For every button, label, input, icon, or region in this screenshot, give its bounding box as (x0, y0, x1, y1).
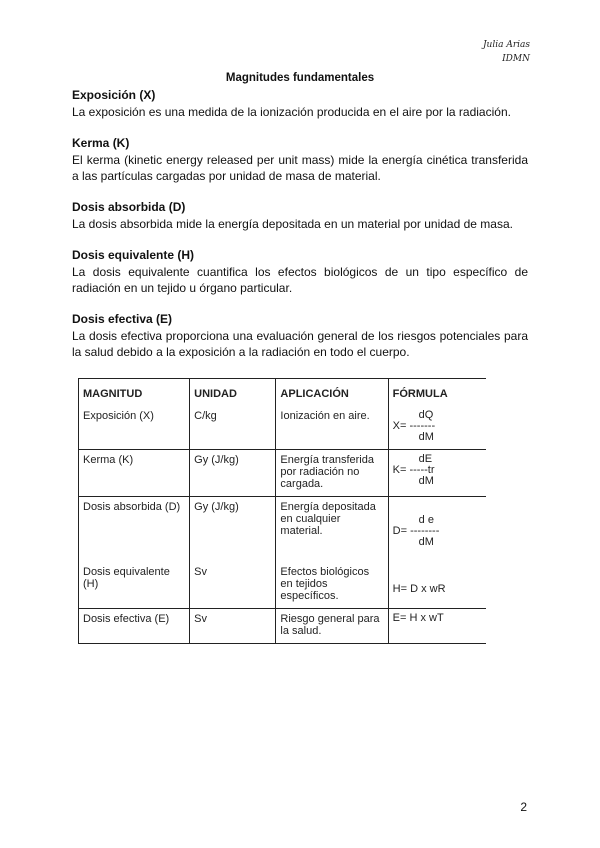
header-formula: FÓRMULA (388, 379, 486, 407)
section-text: La dosis absorbida mide la energía depositada en un material por unidad de masa. (72, 217, 513, 231)
page-title: Magnitudes fundamentales (225, 72, 375, 84)
section-text: La dosis equivalente cuantifica los efectos biológicos de un tipo específico de radiación en un tejido u órgano particular. (72, 265, 528, 295)
cell-aplicacion: Ionización en aire. (276, 406, 388, 450)
section-heading: Exposición (X) (72, 88, 156, 102)
sections (72, 88, 528, 376)
header-unidad: UNIDAD (190, 379, 276, 407)
page-number: 2 (520, 800, 527, 814)
cell-magnitud: Kerma (K) (79, 450, 190, 497)
section-exposicion (72, 88, 528, 120)
formula-denominator: dM (418, 431, 434, 443)
formula-numerator: d e (418, 514, 434, 526)
table-row (79, 450, 487, 497)
cell-unidad: C/kg (190, 406, 276, 450)
formula-numerator: dE (418, 453, 433, 465)
table-header-row (79, 379, 487, 407)
cell-aplicacion: Efectos biológicos en tejidos específicos. (276, 554, 388, 609)
cell-magnitud: Dosis absorbida (D) (79, 497, 190, 555)
table-row (79, 554, 487, 609)
formula-main: H= D x wR (392, 583, 446, 595)
cell-magnitud: Exposición (X) (79, 406, 190, 450)
cell-aplicacion: Riesgo general para la salud. (276, 609, 388, 644)
section-text: La dosis efectiva proporciona una evaluación general de los riesgos potenciales para la salud debido a la exposición a la radiación en todo el cuerpo. (72, 329, 528, 359)
cell-unidad: Sv (190, 609, 276, 644)
cell-unidad: Sv (190, 554, 276, 609)
cell-formula (388, 609, 486, 644)
section-heading: Kerma (K) (72, 136, 130, 150)
section-heading: Dosis efectiva (E) (72, 312, 173, 326)
author-note (483, 38, 530, 66)
cell-formula (388, 406, 486, 450)
section-dosis-efectiva (72, 312, 528, 360)
section-text: El kerma (kinetic energy released per unit mass) mide la energía cinética transferida a las partículas cargadas por unidad de masa de material. (72, 153, 528, 183)
section-dosis-equivalente (72, 248, 528, 296)
header-aplicacion: APLICACIÓN (276, 379, 388, 407)
section-kerma (72, 136, 528, 184)
section-heading: Dosis absorbida (D) (72, 200, 186, 214)
author-org: IDMN (502, 54, 530, 64)
cell-unidad: Gy (J/kg) (190, 497, 276, 555)
cell-formula (388, 450, 486, 497)
author-name: Julia Arias (482, 40, 530, 50)
cell-unidad: Gy (J/kg) (190, 450, 276, 497)
cell-magnitud: Dosis efectiva (E) (79, 609, 190, 644)
formula-main: D= -------- (392, 525, 440, 537)
cell-aplicacion: Energía depositada en cualquier material. (276, 497, 388, 555)
cell-aplicacion: Energía transferida por radiación no cargada. (276, 450, 388, 497)
table-row (79, 406, 487, 450)
formula-main: E= H x wT (392, 612, 444, 624)
table-row (79, 497, 487, 555)
formula-main: K= -----tr (392, 464, 435, 476)
formula-numerator: dQ (418, 409, 434, 421)
header-magnitud: MAGNITUD (79, 379, 190, 407)
formula-main: X= ------- (392, 420, 436, 432)
magnitudes-table (78, 378, 486, 644)
cell-formula (388, 554, 486, 609)
section-text: La exposición es una medida de la ionización producida en el aire por la radiación. (72, 105, 511, 119)
formula-denominator: dM (418, 475, 434, 487)
section-dosis-absorbida (72, 200, 528, 232)
formula-denominator: dM (418, 536, 434, 548)
table-row (79, 609, 487, 644)
cell-formula (388, 497, 486, 555)
section-heading: Dosis equivalente (H) (72, 248, 195, 262)
cell-magnitud: Dosis equivalente (H) (79, 554, 190, 609)
